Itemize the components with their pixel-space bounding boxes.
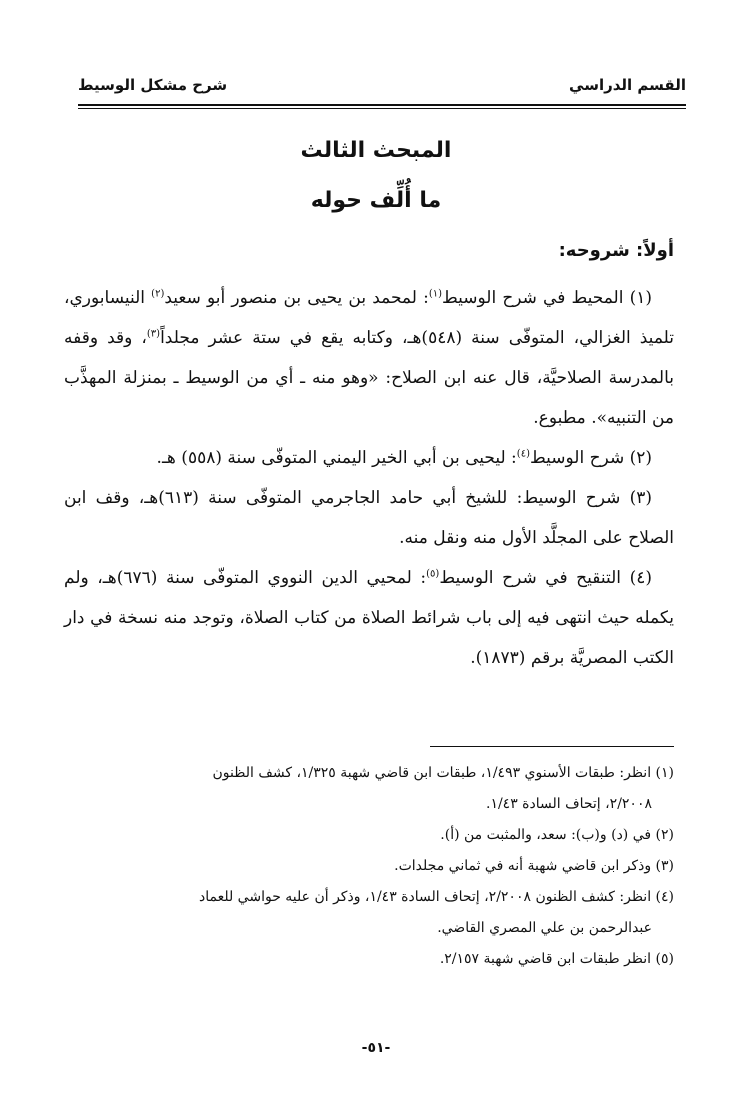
footnote-separator xyxy=(430,746,674,747)
section-heading: أولاً: شروحه: xyxy=(558,240,674,261)
footnote-ref-5: (٥) xyxy=(426,568,440,580)
footnote-ref-4: (٤) xyxy=(516,448,530,460)
chapter-subtitle: ما أُلِّف حوله xyxy=(310,188,442,213)
footnote-1-continued: ٢/٢٠٠٨، إتحاف السادة ١/٤٣. xyxy=(485,796,652,812)
footnote-ref-3: (٣) xyxy=(146,328,161,340)
running-header xyxy=(78,74,686,104)
paragraph-1-text-b: : لمحمد بن يحيى بن منصور أبو سعيد xyxy=(164,288,429,308)
header-rule xyxy=(78,104,686,109)
paragraph-1-text-a: (١) المحيط في شرح الوسيط xyxy=(442,288,653,308)
chapter-title: المبحث الثالث xyxy=(300,138,452,163)
footnote-4-continued: عبدالرحمن بن علي المصري القاضي. xyxy=(437,920,652,936)
footnote-ref-2: (٢) xyxy=(151,288,165,300)
running-header-section: القسم الدراسي xyxy=(569,76,686,94)
page-number: -٥١- xyxy=(361,1040,391,1056)
paragraph-1-text-c: النيسابوري، تلميذ الغزالي، المتوفّى سنة (٥٤٨)هـ، وكتابه يقع في ستة عشر مجلداً xyxy=(64,288,675,348)
paragraph-1 xyxy=(64,278,674,438)
footnote-5: (٥) انظر طبقات ابن قاضي شهبة ٢/١٥٧. xyxy=(439,951,674,967)
running-header-book-title: شرح مشكل الوسيط xyxy=(78,76,228,94)
paragraph-2-text-a: (٢) شرح الوسيط xyxy=(529,448,652,468)
footnote-3: (٣) وذكر ابن قاضي شهبة أنه في ثماني مجلدات. xyxy=(394,858,674,874)
paragraph-3: (٣) شرح الوسيط: للشيخ أبي حامد الجاجرمي المتوفّى سنة (٦١٣)هـ، وقف ابن الصلاح على المجلَّد الأول منه ونقل منه. xyxy=(64,488,674,548)
paragraph-4-text-a: (٤) التنقيح في شرح الوسيط xyxy=(439,568,653,588)
paragraph-4-text-b: : لمحيي الدين النووي المتوفّى سنة (٦٧٦)هـ، ولم يكمله حيث انتهى فيه إلى باب شرائط الصلاة من كتاب الصلاة، وتوجد منه نسخة في دار الكتب المصريَّة برقم (١٨٧٣). xyxy=(64,568,674,668)
paragraph-2-text-b: : ليحيى بن أبي الخير اليمني المتوفّى سنة (٥٥٨) هـ. xyxy=(156,448,517,468)
footnote-4: (٤) انظر: كشف الظنون ٢/٢٠٠٨، إتحاف السادة ١/٤٣، وذكر أن عليه حواشي للعماد xyxy=(198,889,674,905)
footnote-2: (٢) في (د) و(ب): سعد، والمثبت من (أ). xyxy=(440,827,674,843)
footnotes xyxy=(64,758,674,975)
footnote-ref-1: (١) xyxy=(428,288,442,300)
paragraph-1-text-d: ، وقد وقفه بالمدرسة الصلاحيَّة، قال عنه ابن الصلاح: «وهو منه ـ أي من الوسيط ـ بمنزلة المهذَّب من التنبيه». مطبوع. xyxy=(64,328,674,428)
footnote-1: (١) انظر: طبقات الأسنوي ١/٤٩٣، طبقات ابن قاضي شهبة ١/٣٢٥، كشف الظنون xyxy=(212,765,674,781)
paragraph-4 xyxy=(64,558,674,678)
body-text xyxy=(64,278,674,678)
paragraph-2 xyxy=(64,438,674,478)
